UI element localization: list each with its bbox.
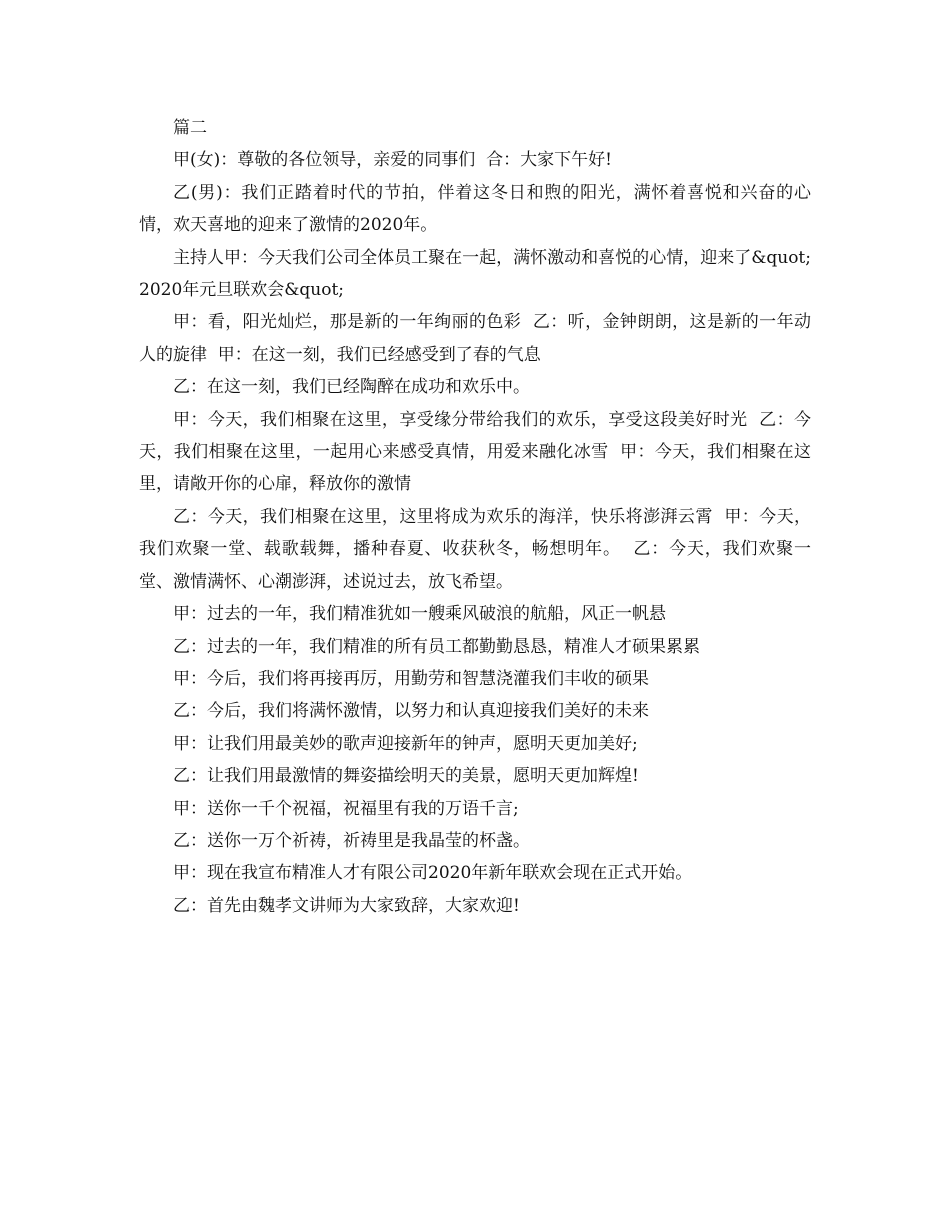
paragraph: 乙(男)：我们正踏着时代的节拍，伴着这冬日和煦的阳光，满怀着喜悦和兴奋的心情，欢天喜地的迎来了激情的2020年。 — [139, 182, 811, 236]
paragraph: 甲(女)：尊敬的各位领导，亲爱的同事们 合：大家下午好! — [173, 150, 612, 171]
paragraph: 甲：看，阳光灿烂，那是新的一年绚丽的色彩 乙：听，金钟朗朗，这是新的一年动人的旋律 甲：在这一刻，我们已经感受到了春的气息 — [139, 312, 811, 365]
document-body — [139, 112, 811, 922]
paragraph: 甲：今天，我们相聚在这里，享受缘分带给我们的欢乐，享受这段美好时光 乙：今天，我们相聚在这里，一起用心来感受真情，用爱来融化冰雪 甲：今天，我们相聚在这里，请敞开你的心扉，释放你的激情 — [139, 409, 811, 495]
paragraph: 乙：在这一刻，我们已经陶醉在成功和欢乐中。 — [173, 377, 530, 398]
paragraph: 乙：送你一万个祈祷，祈祷里是我晶莹的杯盏。 — [173, 830, 530, 851]
paragraph: 甲：送你一千个祝福，祝福里有我的万语千言; — [173, 798, 519, 819]
paragraph: 乙：今天，我们相聚在这里，这里将成为欢乐的海洋，快乐将澎湃云霄 甲：今天，我们欢聚一堂、载歌载舞，播种春夏、收获秋冬，畅想明年。 乙：今天，我们欢聚一堂、激情满怀、心潮澎湃，述说过去，放飞希望。 — [139, 506, 811, 592]
section-heading: 篇二 — [173, 118, 207, 138]
paragraph: 乙：过去的一年，我们精准的所有员工都勤勤恳恳，精准人才硕果累累 — [173, 636, 700, 657]
paragraph: 甲：让我们用最美妙的歌声迎接新年的钟声，愿明天更加美好; — [173, 733, 638, 754]
paragraph: 主持人甲：今天我们公司全体员工聚在一起，满怀激动和喜悦的心情，迎来了&quot;2020年元旦联欢会&quot; — [139, 247, 811, 301]
paragraph: 甲：今后，我们将再接再厉，用勤劳和智慧浇灌我们丰收的硕果 — [173, 668, 649, 689]
paragraph: 乙：让我们用最激情的舞姿描绘明天的美景，愿明天更加辉煌! — [173, 766, 639, 787]
paragraph: 乙：今后，我们将满怀激情，以努力和认真迎接我们美好的未来 — [173, 701, 649, 722]
paragraph: 甲：现在我宣布精准人才有限公司2020年新年联欢会现在正式开始。 — [173, 863, 693, 884]
paragraph: 甲：过去的一年，我们精准犹如一艘乘风破浪的航船，风正一帆悬 — [173, 604, 666, 625]
paragraph: 乙：首先由魏孝文讲师为大家致辞，大家欢迎! — [173, 895, 520, 916]
